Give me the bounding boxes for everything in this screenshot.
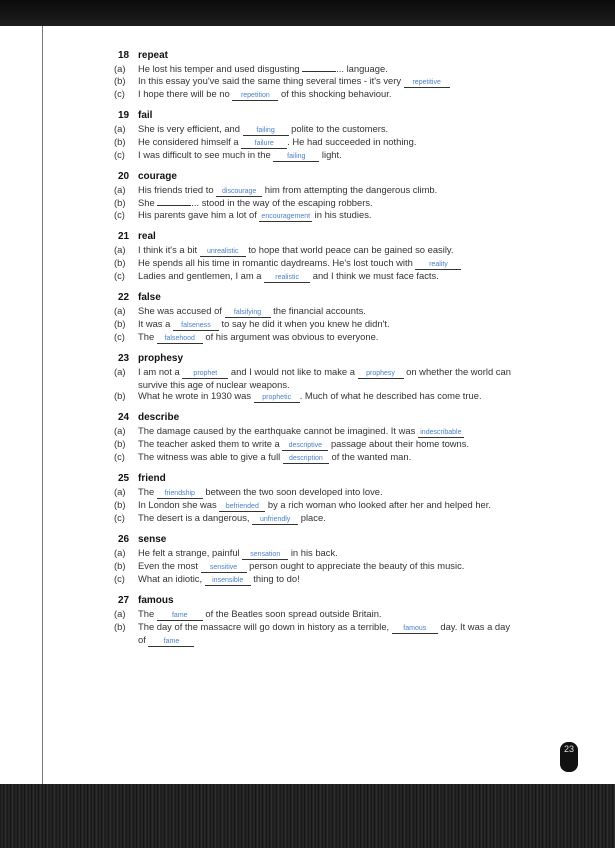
sentence: (b) In this essay you've said the same thing several times - it's very repetitive [118,75,518,88]
entry-heading: 21 real [118,230,156,242]
answer-blank[interactable]: fame [148,637,194,647]
answer-blank[interactable]: friendship [157,489,203,499]
entry-21 [114,230,518,283]
sentence: (b) She ... stood in the way of the escaping robbers. [114,196,373,208]
sentence: (c) The desert is a dangerous, unfriendly place. [114,512,326,524]
answer-blank[interactable]: repetitive [404,78,450,88]
sentence: (a) I am not a prophet and I would not like to make a prophesy on whether the world can survive this age of nuclear weapons. [114,365,511,390]
sentence: (a) His friends tried to discourage him from attempting the dangerous climb. [114,183,438,195]
answer-blank[interactable]: prophetic [254,393,300,403]
entry-word: describe [138,412,180,424]
entry-heading: 20 courage [118,170,177,182]
sentence: (b) It was a falseness to say he did it when you knew he didn't. [114,317,390,329]
answer-blank[interactable]: repetition [232,91,278,101]
answer-blank[interactable]: failure [241,139,287,149]
entry-23 [114,352,518,404]
entry-20 [114,170,518,222]
entry-heading: 19 fail [118,109,153,121]
top-scan-border [0,0,615,26]
answer-blank[interactable] [157,205,191,206]
answer-blank[interactable]: unfriendly [252,515,298,525]
entry-heading: 26 sense [118,534,167,546]
sentence: (b) The teacher asked them to write a descriptive passage about their home towns. [114,438,470,450]
answer-blank[interactable]: falsehood [157,334,203,344]
answer-blank[interactable]: descriptive [282,441,328,451]
sentence: (c) I was difficult to see much in the failing light. [114,148,342,160]
bottom-scan-border [0,784,615,848]
sentence: (c) The witness was able to give a full description of the wanted man. [114,451,412,463]
sentence: (c) I hope there will be no repetition of this shocking behaviour. [114,87,392,99]
page-number-tab: 23 [560,742,578,772]
exercise-content [114,50,518,656]
answer-blank[interactable]: realistic [264,273,310,283]
entry-word: famous [138,595,174,607]
sentence: (a) The damage caused by the earthquake cannot be imagined. It was indescribable [118,425,518,438]
entry-25 [114,473,518,525]
answer-blank[interactable]: sensitive [201,563,247,573]
entry-word: real [138,230,156,242]
entry-word: false [138,291,161,303]
sentence: (b) The day of the massacre will go down in history as a terrible, famous day. It was a day of fame [114,621,511,646]
entry-19 [114,109,518,162]
entry-22 [114,291,518,344]
sentence: (b) In London she was befriended by a rich woman who looked after her and helped her. [114,499,491,511]
answer-blank[interactable]: falsifying [225,308,271,318]
sentence: (a) The friendship between the two soon developed into love. [114,486,383,498]
entry-heading: 24 describe [118,412,180,424]
entry-26 [114,534,518,586]
sentence: (a) He lost his temper and used disgusting ... language. [114,63,388,74]
entry-heading: 22 false [118,291,161,303]
sentence: (b) What he wrote in 1930 was prophetic . Much of what he described has come true. [114,390,482,402]
entry-word: repeat [138,50,169,61]
entry-word: sense [138,534,167,546]
answer-blank[interactable]: falseness [173,321,219,331]
sentence: (c) Ladies and gentlemen, I am a realistic and I think we must face facts. [114,269,439,281]
entry-heading: 27 famous [118,595,174,607]
entry-18 [114,50,518,101]
sentence: (a) I think it's a bit unrealistic to hope that world peace can be gained so easily. [114,243,454,255]
sentence: (a) She is very efficient, and failing polite to the customers. [114,122,389,134]
sentence: (b) He spends all his time in romantic daydreams. He's lost touch with reality [118,257,518,270]
answer-blank[interactable]: failing [243,126,289,136]
answer-blank[interactable]: prophesy [358,369,404,379]
sentence: (a) The fame of the Beatles soon spread outside Britain. [114,608,382,620]
answer-blank[interactable] [302,71,336,72]
answer-blank[interactable]: befriended [219,502,265,512]
answer-blank[interactable]: encouragement [261,212,311,220]
answer-blank[interactable]: unrealistic [200,247,246,257]
answer-blank[interactable]: description [283,454,329,464]
entry-heading: 25 friend [118,473,166,485]
left-margin-rule [42,26,43,784]
entry-heading: 18 repeat [118,50,169,61]
entry-word: friend [138,473,166,485]
answer-blank[interactable]: indescribable [418,428,464,438]
answer-blank[interactable]: reality [415,260,461,270]
answer-blank[interactable]: sensation [242,550,288,560]
entry-word: courage [138,170,177,182]
answer-blank[interactable]: fame [157,611,203,621]
answer-blank[interactable]: discourage [216,187,262,197]
answer-blank[interactable]: insensible [205,576,251,586]
entry-word: fail [138,109,153,121]
entry-word: prophesy [138,352,184,364]
sentence: (c) The falsehood of his argument was obvious to everyone. [114,330,379,342]
answer-blank[interactable]: famous [392,624,438,634]
sentence: (c) His parents gave him a lot of encouragement in his studies. [114,208,372,220]
entry-27 [114,595,518,647]
sentence: (a) He felt a strange, painful sensation in his back. [114,547,338,559]
sentence: (b) Even the most sensitive person ought to appreciate the beauty of this music. [114,560,465,572]
answer-blank[interactable]: failing [273,152,319,162]
sentence: (c) What an idiotic, insensible thing to do! [114,573,300,585]
answer-blank[interactable]: prophet [182,369,228,379]
entry-24 [114,412,518,464]
entry-heading: 23 prophesy [118,352,184,364]
sentence: (a) She was accused of falsifying the financial accounts. [114,304,366,316]
sentence: (b) He considered himself a failure . He had succeeded in nothing. [114,135,417,147]
